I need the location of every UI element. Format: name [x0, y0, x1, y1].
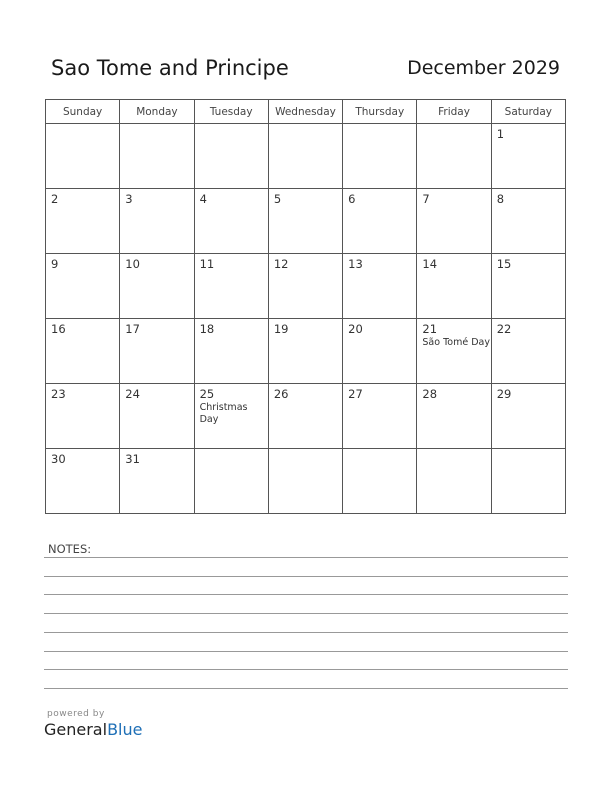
holiday-label: Christmas Day — [199, 402, 248, 425]
brand-general-text: General — [44, 720, 108, 739]
day-cell — [120, 254, 194, 319]
notes-line — [44, 632, 568, 633]
weekday-monday: Monday — [120, 100, 194, 124]
day-number — [492, 449, 565, 453]
day-cell — [491, 319, 565, 384]
weekday-friday: Friday — [417, 100, 491, 124]
day-number: 9 — [51, 257, 59, 271]
day-number: 6 — [348, 192, 356, 206]
day-cell — [491, 124, 565, 189]
day-cell — [417, 384, 491, 449]
day-number: 24 — [125, 387, 140, 401]
day-cell — [194, 319, 268, 384]
day-number — [269, 124, 342, 128]
day-cell — [120, 384, 194, 449]
day-cell — [194, 124, 268, 189]
day-cell — [268, 189, 342, 254]
notes-line — [44, 576, 568, 577]
day-number: 17 — [125, 322, 140, 336]
day-cell — [343, 449, 417, 514]
day-number: 11 — [199, 257, 215, 271]
day-number: 8 — [496, 192, 505, 206]
day-number: 30 — [51, 452, 66, 466]
week-row — [46, 449, 566, 514]
day-cell — [417, 189, 491, 254]
day-cell — [343, 384, 417, 449]
day-cell — [46, 319, 120, 384]
notes-line — [44, 557, 568, 558]
notes-line — [44, 669, 568, 670]
month-year-title: December 2029 — [407, 57, 560, 79]
day-cell — [417, 124, 491, 189]
day-cell — [120, 189, 194, 254]
day-number: 25 — [199, 387, 215, 401]
day-number: 28 — [422, 387, 438, 401]
day-number — [343, 449, 416, 453]
day-number: 13 — [348, 257, 363, 271]
day-number: 23 — [51, 387, 66, 401]
day-cell — [268, 449, 342, 514]
day-number — [195, 449, 268, 453]
week-row — [46, 319, 566, 384]
day-cell — [343, 254, 417, 319]
day-cell — [120, 449, 194, 514]
notes-label: NOTES: — [48, 542, 92, 556]
day-number — [417, 124, 490, 128]
day-cell — [268, 254, 342, 319]
weekday-sunday: Sunday — [46, 100, 120, 124]
day-cell — [46, 124, 120, 189]
day-number: 19 — [273, 322, 289, 336]
notes-line — [44, 594, 568, 595]
holiday-label: São Tomé Day — [422, 337, 490, 348]
day-cell — [194, 384, 268, 449]
weekday-wednesday: Wednesday — [268, 100, 342, 124]
weekday-tuesday: Tuesday — [194, 100, 268, 124]
day-cell — [120, 319, 194, 384]
day-cell — [194, 254, 268, 319]
day-number: 21 — [422, 322, 438, 336]
day-cell — [417, 319, 491, 384]
day-number: 3 — [125, 192, 133, 206]
day-number: 12 — [273, 257, 289, 271]
day-cell — [46, 254, 120, 319]
day-number: 27 — [348, 387, 363, 401]
day-cell — [343, 319, 417, 384]
day-number: 22 — [496, 322, 512, 336]
day-number — [46, 124, 119, 128]
week-row — [46, 254, 566, 319]
day-cell — [343, 189, 417, 254]
day-cell — [417, 449, 491, 514]
day-number: 20 — [348, 322, 363, 336]
notes-line — [44, 688, 568, 689]
weekday-saturday: Saturday — [491, 100, 565, 124]
day-cell — [268, 384, 342, 449]
notes-line — [44, 613, 568, 614]
week-row — [46, 124, 566, 189]
week-row — [46, 384, 566, 449]
day-number: 5 — [273, 192, 282, 206]
day-cell — [46, 189, 120, 254]
day-cell — [491, 449, 565, 514]
calendar-grid — [45, 99, 566, 514]
day-number: 14 — [422, 257, 438, 271]
day-cell — [268, 319, 342, 384]
brand-blue-text: Blue — [107, 720, 143, 739]
day-number: 10 — [125, 257, 140, 271]
day-cell — [417, 254, 491, 319]
day-cell — [491, 254, 565, 319]
day-number — [269, 449, 342, 453]
day-number — [120, 124, 193, 128]
day-number: 26 — [273, 387, 289, 401]
day-cell — [194, 189, 268, 254]
day-cell — [268, 124, 342, 189]
day-number: 1 — [496, 127, 505, 141]
powered-by-text: powered by — [47, 709, 105, 719]
day-cell — [343, 124, 417, 189]
day-number: 16 — [51, 322, 66, 336]
day-cell — [120, 124, 194, 189]
day-number: 18 — [199, 322, 215, 336]
brand-logo — [44, 720, 142, 739]
day-cell — [194, 449, 268, 514]
weekday-header-row — [46, 100, 566, 124]
day-number — [417, 449, 490, 453]
day-number: 4 — [199, 192, 207, 206]
day-number — [343, 124, 416, 128]
week-row — [46, 189, 566, 254]
day-number: 31 — [125, 452, 140, 466]
notes-line — [44, 651, 568, 652]
day-number: 15 — [496, 257, 512, 271]
day-cell — [491, 384, 565, 449]
day-number: 29 — [496, 387, 512, 401]
day-cell — [46, 449, 120, 514]
day-number: 2 — [51, 192, 59, 206]
day-cell — [491, 189, 565, 254]
day-cell — [46, 384, 120, 449]
day-number — [195, 124, 268, 128]
weekday-thursday: Thursday — [343, 100, 417, 124]
country-title: Sao Tome and Principe — [51, 56, 289, 80]
day-number: 7 — [422, 192, 430, 206]
